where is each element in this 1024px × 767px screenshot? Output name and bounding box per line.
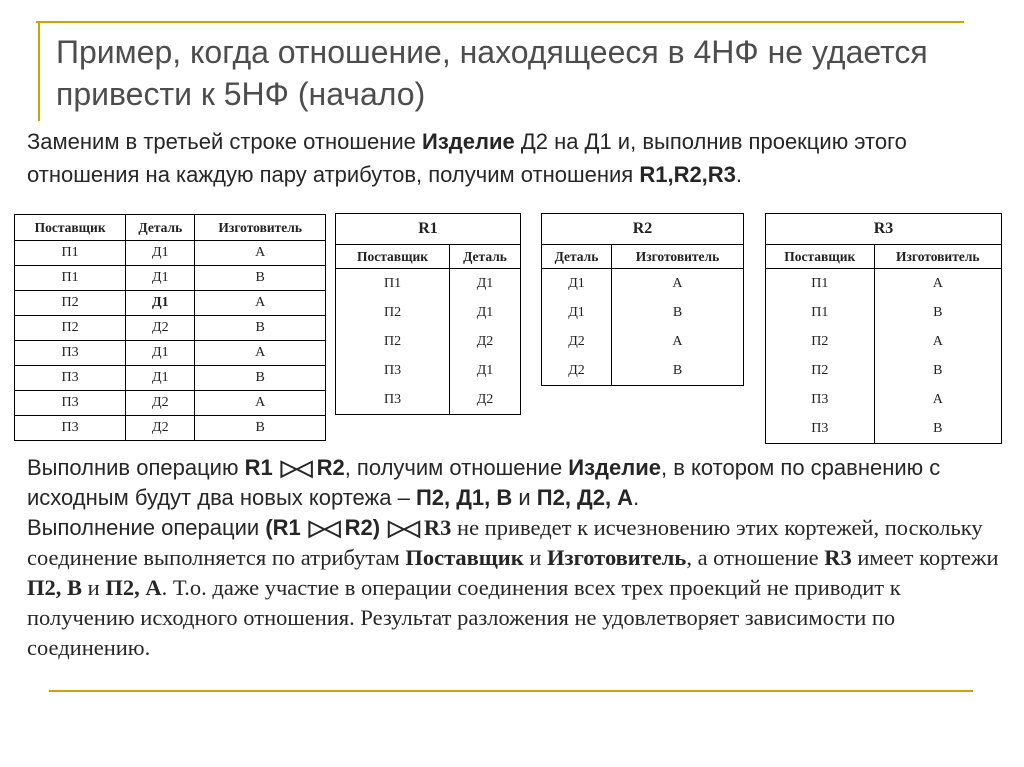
text: и (82, 575, 106, 600)
operation-left: (R1 (265, 515, 301, 540)
table-cell: Д1 (450, 269, 521, 299)
text: и (512, 485, 537, 510)
table-header-row (766, 245, 1002, 269)
col-header: Деталь (126, 215, 195, 241)
table-cell: В (611, 356, 743, 386)
text: имеет кортежи (851, 545, 999, 570)
table-cell: А (611, 327, 743, 356)
explanation-paragraph (27, 453, 1007, 663)
relation-izdelie: Изделие (568, 455, 661, 480)
table-row (15, 366, 326, 391)
text: . Т.о. даже участие в операции соединения всех трех проекций не приводит к получению исходного отношения. Результат разложения не удовлетворяет зависимости по соединению. (27, 575, 901, 660)
table-cell: А (874, 269, 1001, 299)
attribute-supplier: Поставщик (405, 545, 524, 570)
r3-table (765, 213, 1002, 444)
tuple-3: П2, В (27, 575, 83, 600)
table-cell: В (874, 414, 1001, 444)
table-row (766, 269, 1002, 299)
table-cell: П2 (766, 327, 875, 356)
col-header: Деталь (542, 245, 612, 269)
text: . (633, 485, 640, 510)
table-cell: Д1 (450, 298, 521, 327)
table-cell: В (874, 298, 1001, 327)
table-cell: П2 (15, 316, 126, 341)
table-cell: Д1 (126, 366, 195, 391)
text: Выполнение операции (27, 515, 266, 540)
table-cell: В (195, 316, 326, 341)
col-header: Поставщик (336, 245, 450, 269)
table-row (336, 298, 521, 327)
table-cell: Д2 (126, 391, 195, 416)
table-row (15, 391, 326, 416)
intro-bold-izdelie: Изделие (422, 129, 515, 154)
table-row (15, 266, 326, 291)
r1-table (335, 213, 521, 415)
table-cell: П2 (336, 327, 450, 356)
table-cell: Д2 (542, 356, 612, 386)
table-cell: В (195, 416, 326, 441)
r3-caption: R3 (766, 214, 1002, 245)
relation-r3: R3 (423, 515, 452, 540)
table-row (766, 327, 1002, 356)
attribute-manufacturer: Изготовитель (547, 545, 687, 570)
intro-text: Д2 на Д1 и, выполнив проекцию этого отношения на каждую пару атрибутов, получим отношения (27, 129, 907, 187)
intro-text: . (735, 162, 743, 187)
intro-text: Заменим в третьей строке отношение (27, 129, 423, 154)
table-header-row (542, 245, 744, 269)
table-row (336, 269, 521, 299)
table-cell: П3 (766, 385, 875, 414)
table-cell: П3 (15, 341, 126, 366)
table-cell: А (195, 391, 326, 416)
table-cell: Д2 (126, 416, 195, 441)
intro-paragraph (27, 125, 1002, 191)
table-cell: А (195, 341, 326, 366)
table-cell: П3 (336, 385, 450, 415)
table-cell: Д1 (126, 266, 195, 291)
table-cell: Д1 (542, 298, 612, 327)
table-row (766, 356, 1002, 385)
tuple-4: П2, А (105, 575, 162, 600)
table-cell: Д2 (450, 385, 521, 415)
table-cell: П3 (766, 414, 875, 444)
table-header-row (336, 245, 521, 269)
table-cell: П3 (15, 391, 126, 416)
r2-table (541, 213, 744, 386)
table-cell-highlighted: Д1 (126, 291, 195, 316)
table-cell: Д1 (126, 241, 195, 266)
bottom-accent-line (49, 690, 973, 692)
table-cell: Д1 (542, 269, 612, 299)
col-header: Деталь (450, 245, 521, 269)
table-row (766, 298, 1002, 327)
join-symbol: ▷◁ (280, 455, 311, 480)
col-header: Поставщик (766, 245, 875, 269)
table-cell: Д2 (450, 327, 521, 356)
table-row (542, 269, 744, 299)
table-row (766, 414, 1002, 444)
table-cell: А (195, 241, 326, 266)
slide-title: Пример, когда отношение, находящееся в 4НФ не удается привести к 5НФ (начало) (56, 34, 928, 112)
relation-r3: R3 (824, 545, 852, 570)
table-cell: П3 (15, 366, 126, 391)
table-header-row (15, 215, 326, 241)
table-cell: А (874, 385, 1001, 414)
table-cell: П2 (336, 298, 450, 327)
table-row (15, 291, 326, 316)
table-cell: П3 (336, 356, 450, 385)
intro-bold-relations: R1,R2,R3 (639, 162, 736, 187)
col-header: Поставщик (15, 215, 126, 241)
table-cell: Д2 (542, 327, 612, 356)
table-cell: В (874, 356, 1001, 385)
side-accent-line (38, 21, 40, 121)
table-cell: П1 (766, 269, 875, 299)
table-cell: П1 (336, 269, 450, 299)
table-row (766, 385, 1002, 414)
table-cell: Д2 (126, 316, 195, 341)
table-cell: В (195, 266, 326, 291)
main-relation-table (14, 214, 326, 441)
text: , в котором по сравнению с исходным будут два новых кортежа – (27, 455, 941, 510)
tuple-2: П2, Д2, А (536, 485, 634, 510)
table-cell: Д1 (126, 341, 195, 366)
relation-r2: R2 (316, 455, 345, 480)
table-row (336, 327, 521, 356)
table-cell: Д1 (450, 356, 521, 385)
col-header: Изготовитель (195, 215, 326, 241)
table-cell: П1 (15, 266, 126, 291)
table-row (336, 356, 521, 385)
table-cell: П1 (15, 241, 126, 266)
table-row (15, 416, 326, 441)
table-row (542, 327, 744, 356)
join-symbol: ▷◁ (388, 515, 418, 540)
relation-r1: R1 (244, 455, 273, 480)
operation-right: R2) (344, 515, 381, 540)
join-symbol: ▷◁ (308, 515, 339, 540)
tuple-1: П2, Д1, В (415, 485, 513, 510)
text: и (523, 545, 548, 570)
table-cell: П1 (766, 298, 875, 327)
table-row (15, 316, 326, 341)
text: , получим отношение (344, 455, 569, 480)
table-cell: П2 (15, 291, 126, 316)
table-row (336, 385, 521, 415)
text: , а отношение (686, 545, 825, 570)
r2-caption: R2 (542, 214, 744, 245)
col-header: Изготовитель (611, 245, 743, 269)
r1-caption: R1 (336, 214, 521, 245)
table-row (15, 241, 326, 266)
col-header: Изготовитель (874, 245, 1001, 269)
table-row (542, 298, 744, 327)
top-accent-line (36, 21, 964, 23)
table-cell: В (195, 366, 326, 391)
table-cell: П2 (766, 356, 875, 385)
table-cell: А (874, 327, 1001, 356)
table-row (15, 341, 326, 366)
table-cell: А (611, 269, 743, 299)
text: Выполнив операцию (27, 455, 245, 480)
table-cell: В (611, 298, 743, 327)
table-cell: А (195, 291, 326, 316)
table-row (542, 356, 744, 386)
text: не приведет к исчезновению этих кортежей, поскольку соединение выполняется по атрибутам (27, 515, 983, 570)
table-cell: П3 (15, 416, 126, 441)
